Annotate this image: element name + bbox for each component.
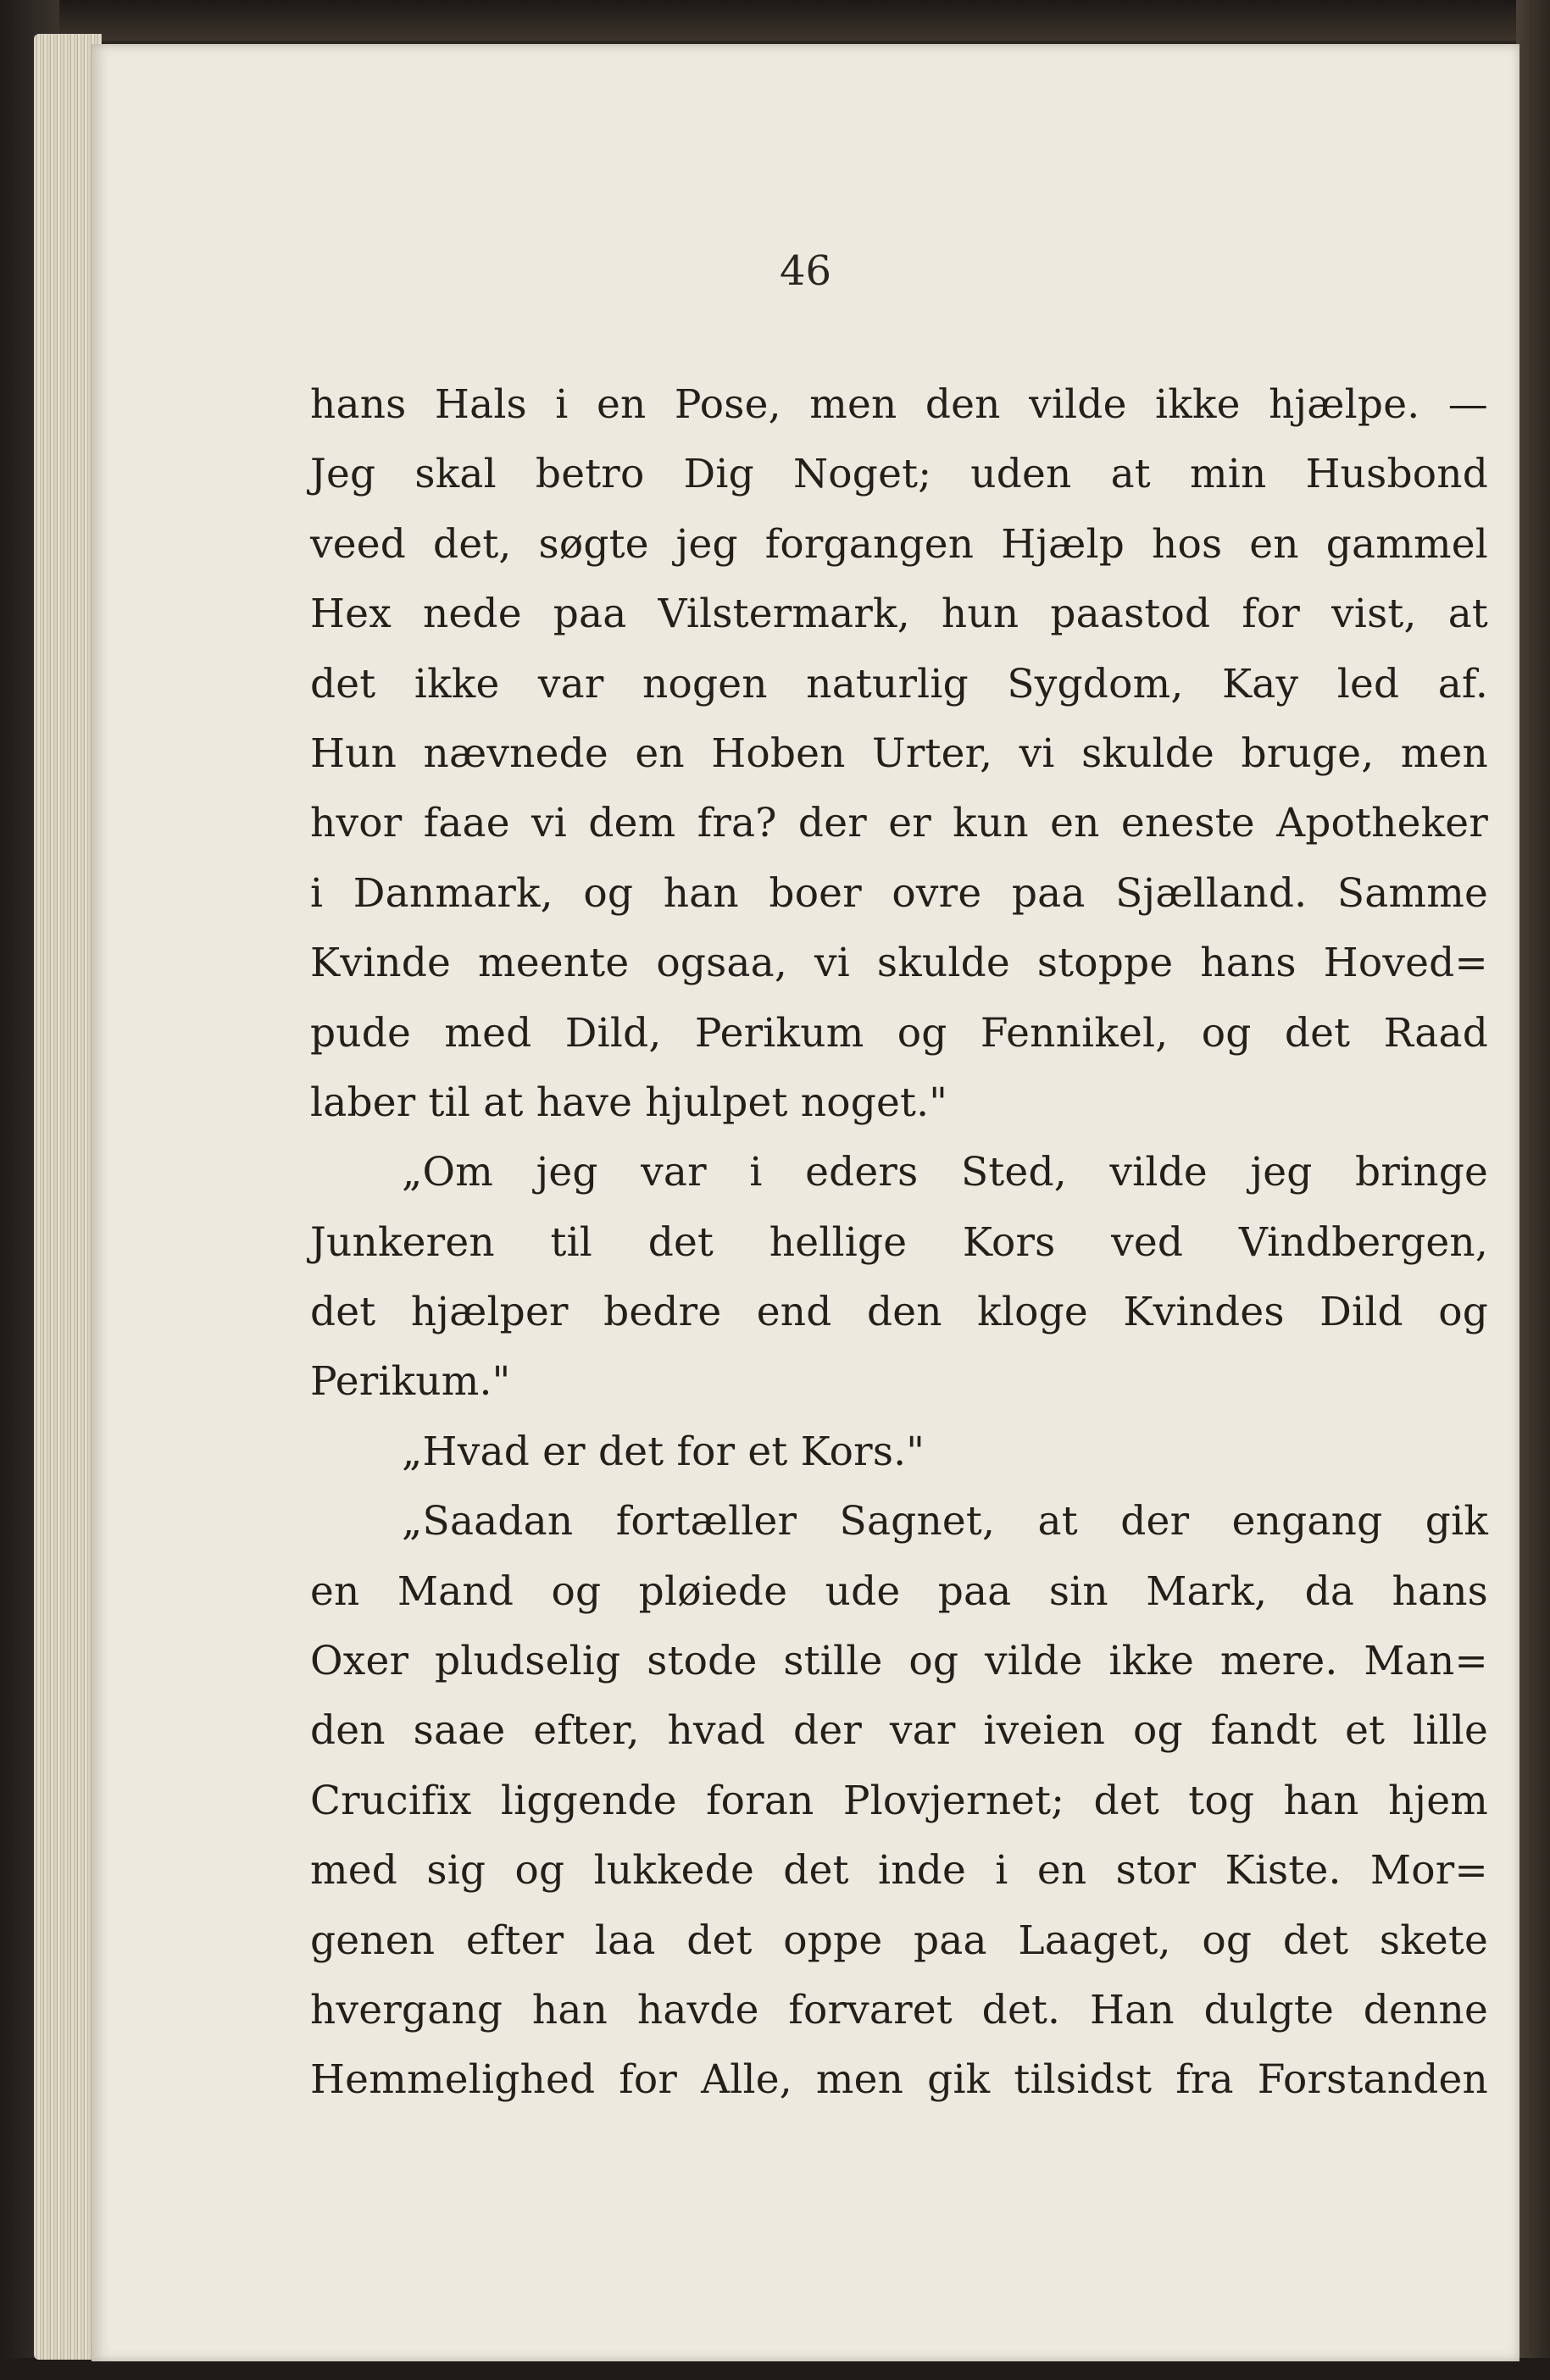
text-line: den saae efter, hvad der var iveien og fandt et lille — [310, 1707, 1488, 1755]
book-cover-right — [1516, 0, 1550, 2380]
text-line: veed det, søgte jeg forgangen Hjælp hos en gammel — [310, 520, 1488, 568]
text-line: laber til at have hjulpet noget." — [310, 1079, 948, 1126]
text-line: hvor faae vi dem fra? der er kun en eneste Apotheker — [310, 800, 1488, 847]
text-line: Crucifix liggende foran Plovjernet; det tog han hjem — [310, 1777, 1488, 1824]
text-line: Hex nede paa Vilstermark, hun paastod for vist, at — [310, 591, 1488, 638]
text-line: Hun nævnede en Hoben Urter, vi skulde bruge, men — [310, 730, 1488, 777]
text-line: Hemmelighed for Alle, men gik tilsidst fra Forstanden — [310, 2056, 1488, 2104]
text-line: „Om jeg var i eders Sted, vilde jeg bringe — [402, 1149, 1488, 1196]
text-line: med sig og lukkede det inde i en stor Kiste. Mor= — [310, 1847, 1488, 1895]
book-page — [92, 44, 1519, 2361]
text-line: Kvinde meente ogsaa, vi skulde stoppe hans Hoved= — [310, 940, 1488, 987]
body-text — [310, 370, 1488, 2116]
text-line: Junkeren til det hellige Kors ved Vindbergen, — [310, 1218, 1488, 1266]
text-line: det ikke var nogen naturlig Sygdom, Kay led af. — [310, 660, 1488, 707]
book-cover-top — [0, 0, 1550, 41]
page-number: 46 — [779, 247, 832, 295]
text-line: pude med Dild, Perikum og Fennikel, og det Raad — [310, 1009, 1488, 1057]
text-line: en Mand og pløiede ude paa sin Mark, da hans — [310, 1567, 1488, 1615]
text-line: Perikum." — [310, 1358, 511, 1406]
text-line: i Danmark, og han boer ovre paa Sjælland. Samme — [310, 869, 1488, 917]
text-line: genen efter laa det oppe paa Laaget, og det skete — [310, 1917, 1488, 1964]
text-line: „Hvad er det for et Kors." — [402, 1428, 925, 1475]
text-line: hvergang han havde forvaret det. Han dulgte denne — [310, 1986, 1488, 2033]
text-line: det hjælper bedre end den kloge Kvindes Dild og — [310, 1289, 1488, 1336]
text-line: hans Hals i en Pose, men den vilde ikke hjælpe. — — [310, 381, 1488, 428]
text-line: Jeg skal betro Dig Noget; uden at min Husbond — [310, 451, 1488, 498]
text-line: Oxer pludselig stode stille og vilde ikke mere. Man= — [310, 1638, 1488, 1685]
text-line: „Saadan fortæller Sagnet, at der engang gik — [402, 1498, 1488, 1545]
